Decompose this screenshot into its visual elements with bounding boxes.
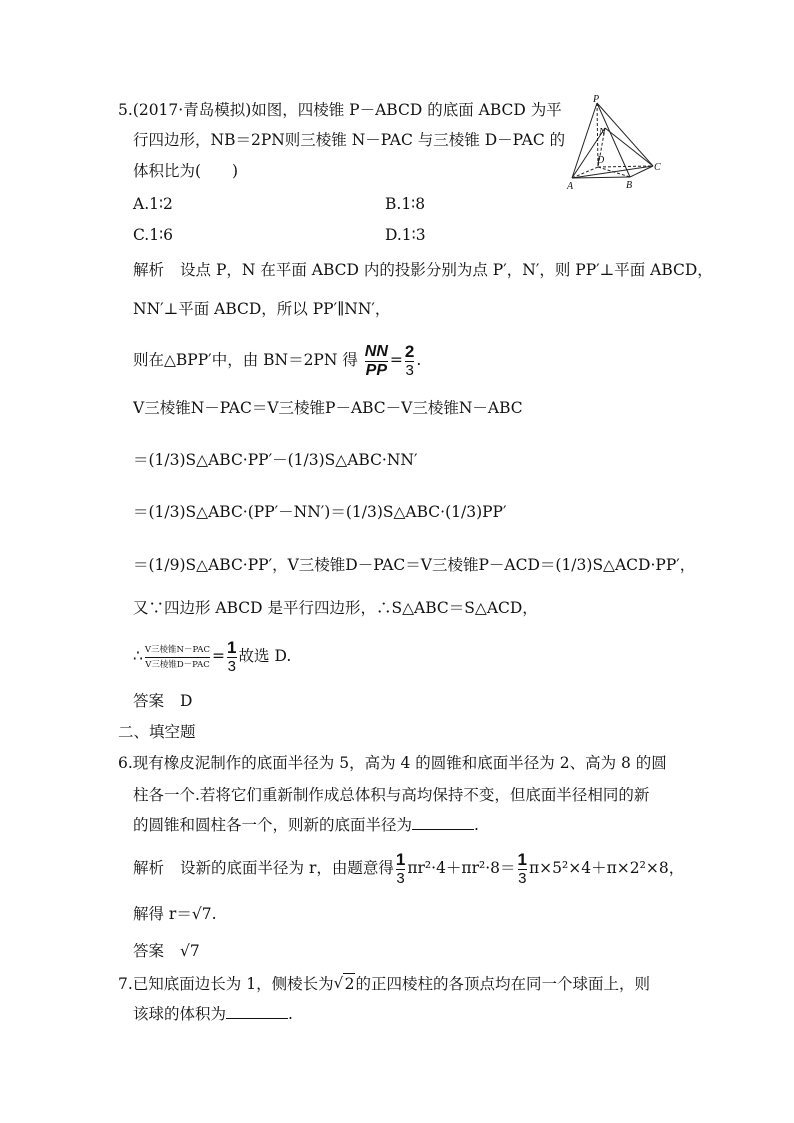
q6-line-1: 6.现有橡皮泥制作的底面半径为 5，高为 4 的圆锥和底面半径为 2、高为 8 的圆: [118, 754, 667, 772]
analysis5-line-1: 解析 设点 P，N 在平面 ABCD 内的投影分别为点 P′，N′，则 PP′⊥平面 ABCD，: [133, 261, 713, 279]
pyramid-figure: [560, 95, 670, 195]
analysis5-line-5: ＝(1/3)S△ABC·PP′－(1/3)S△ABC·NN′: [133, 451, 418, 469]
analysis5-line-4: V三棱锥N－PAC＝V三棱锥P－ABC－V三棱锥N－ABC: [133, 399, 523, 417]
q5-line-3: 体积比为( ): [133, 162, 239, 180]
figure-label-b: B: [626, 180, 633, 191]
section-heading: 二、填空题: [118, 723, 196, 741]
q5-option-d[interactable]: D.1∶3: [385, 226, 426, 244]
q5-line-1: 5.(2017·青岛模拟)如图，四棱锥 P－ABCD 的底面 ABCD 为平: [118, 101, 562, 119]
figure-label-c: C: [654, 162, 661, 173]
q6-line-2: 柱各一个.若将它们重新制作成总体积与高均保持不变，但底面半径相同的新: [133, 786, 650, 804]
q5-line-2: 行四边形，NB＝2PN则三棱锥 N－PAC 与三棱锥 D－PAC 的: [133, 131, 566, 149]
answer-blank[interactable]: [226, 1004, 288, 1019]
analysis5-line-3: 则在△BPP′中，由 BN＝2PN 得 $\frac{NN}{PP}$ = $\frac{2}{3}$ .: [133, 341, 422, 379]
analysis5-line-2: NN′⊥平面 ABCD，所以 PP′∥NN′，: [133, 300, 391, 318]
volume-ratio-fraction: $\frac{\text{V三棱锥N－PAC}}{\text{V三棱锥D－PAC}}$: [144, 644, 211, 670]
figure-label-d: D: [597, 155, 605, 166]
answer5: [133, 691, 192, 711]
figure-label-a: A: [567, 181, 574, 192]
answer-tag: 答案: [133, 942, 165, 960]
q5-option-b[interactable]: B.1∶8: [385, 195, 426, 213]
figure-label-p: P: [593, 95, 600, 105]
analysis6-line-2: 解得 r＝√7.: [133, 905, 217, 923]
answer-tag: 答案: [133, 692, 165, 710]
fraction-two-thirds: $\frac{2}{3}$: [404, 341, 415, 379]
sqrt-two: √ 2: [333, 974, 355, 993]
q7-line-1: 7.已知底面边长为 1，侧棱长为 √ 2的正四棱柱的各顶点均在同一个球面上，则: [118, 974, 650, 993]
analysis-tag: 解析: [133, 859, 165, 877]
answer-value: D: [180, 692, 193, 710]
q5-option-a[interactable]: A.1∶2: [133, 195, 173, 213]
analysis5-line-9: ∴ $\frac{\text{V三棱锥N－PAC}}{\text{V三棱锥D－PAC}}$ = $\frac{1}{3}$ 故选 D.: [133, 637, 292, 675]
analysis5-line-7: ＝(1/9)S△ABC·PP′，V三棱锥D－PAC＝V三棱锥P－ACD＝(1/3)S△ACD·PP′，: [133, 556, 696, 574]
fraction-one-third: $\frac{1}{3}$: [227, 637, 237, 675]
analysis5-line-8: 又∵四边形 ABCD 是平行四边形，∴S△ABC＝S△ACD，: [133, 599, 538, 617]
q6-line-3: 的圆锥和圆柱各一个，则新的底面半径为 .: [133, 816, 479, 834]
analysis6-line-1: 解析 设新的底面半径为 r，由题意得 $\frac{1}{3}$ πr²·4＋πr²·8＝ $\frac{1}{3}$ π×5²×4＋π×2²×8，: [133, 849, 685, 887]
analysis5-line-6: ＝(1/3)S△ABC·(PP′－NN′)＝(1/3)S△ABC·(1/3)PP′: [133, 503, 507, 521]
q7-line-2: 该球的体积为 .: [133, 1005, 293, 1023]
fraction-nn-pp: $\frac{NN}{PP}$: [364, 342, 388, 379]
analysis-tag: 解析: [133, 261, 165, 279]
answer-value: √7: [180, 942, 200, 960]
answer-blank[interactable]: [412, 815, 474, 830]
answer6: [133, 941, 200, 961]
figure-label-n: N: [599, 127, 606, 138]
q5-option-c[interactable]: C.1∶6: [133, 226, 173, 244]
